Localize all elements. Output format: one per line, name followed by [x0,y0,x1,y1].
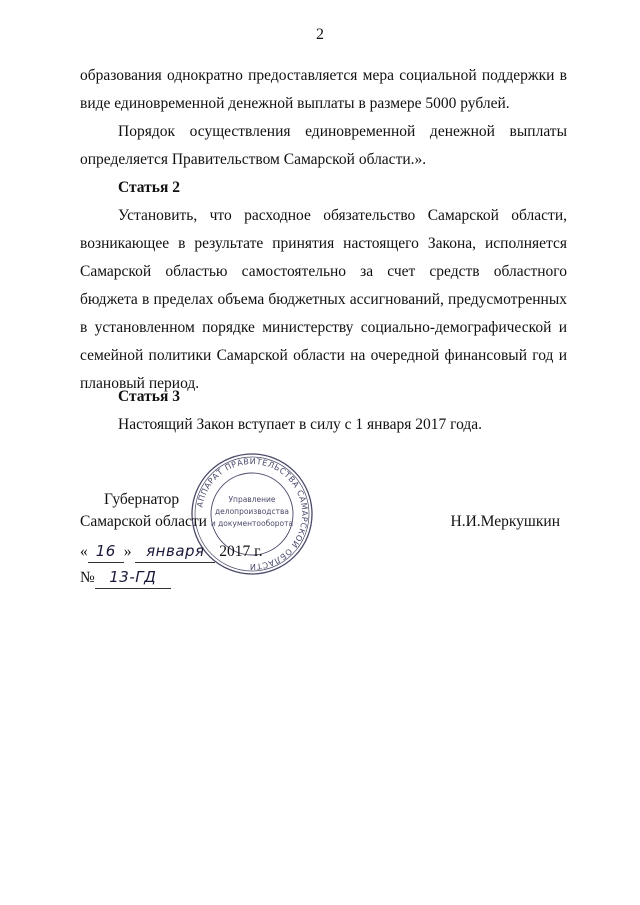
number-value: 13-ГД [95,566,171,589]
signer-name: Н.И.Меркушкин [450,513,560,530]
article-2-text: Установить, что расходное обязательство Самарской области, возникающее в результате принятия настоящего Закона, исполняется Самарской областью самостоятельно за счет средств областного бюджета в пределах объема бюджетных ассигнований, предусмотренных в установленном порядке министерству социально-демографической и семейной политики Самарской области на очередной финансовый год и плановый период. [80,207,567,392]
date-open-quote: « [80,543,88,560]
article-2-heading: Статья 2 [118,179,180,196]
svg-text:АППАРАТ ПРАВИТЕЛЬСТВА САМАРСКО: АППАРАТ ПРАВИТЕЛЬСТВА САМАРСКОЙ ОБЛАСТИ [195,456,310,572]
paragraph-2 [80,118,567,174]
signer-title-line-1: Губернатор [104,491,180,508]
svg-text:делопроизводства: делопроизводства [214,507,290,516]
signing-date [80,540,263,563]
article-3-heading: Статья 3 [118,388,180,405]
paragraph-2-line-2: определяется Правительством Самарской области.». [80,151,427,168]
date-year: 2017 г. [219,543,263,560]
svg-text:и документооборота: и документооборота [210,519,294,528]
page-number: 2 [316,26,324,43]
svg-text:Управление: Управление [228,495,276,504]
article-3-body [80,411,567,439]
law-number [80,566,171,589]
article-2-body [80,202,567,398]
number-prefix: № [80,569,95,586]
date-day: 16 [88,540,124,563]
signer-title-line-2: Самарской области [80,513,207,530]
paragraph-1-line-1: образования однократно предоставляется мера социальной поддержки в [80,67,567,84]
date-month: января [135,540,215,563]
paragraph-1 [80,62,567,118]
paragraph-1-line-2: виде единовременной денежной выплаты в размере 5000 рублей. [80,95,510,112]
paragraph-2-line-1: Порядок осуществления единовременной денежной выплаты [118,123,567,140]
article-3-text: Настоящий Закон вступает в силу с 1 января 2017 года. [118,416,483,433]
date-close-quote: » [123,543,132,560]
